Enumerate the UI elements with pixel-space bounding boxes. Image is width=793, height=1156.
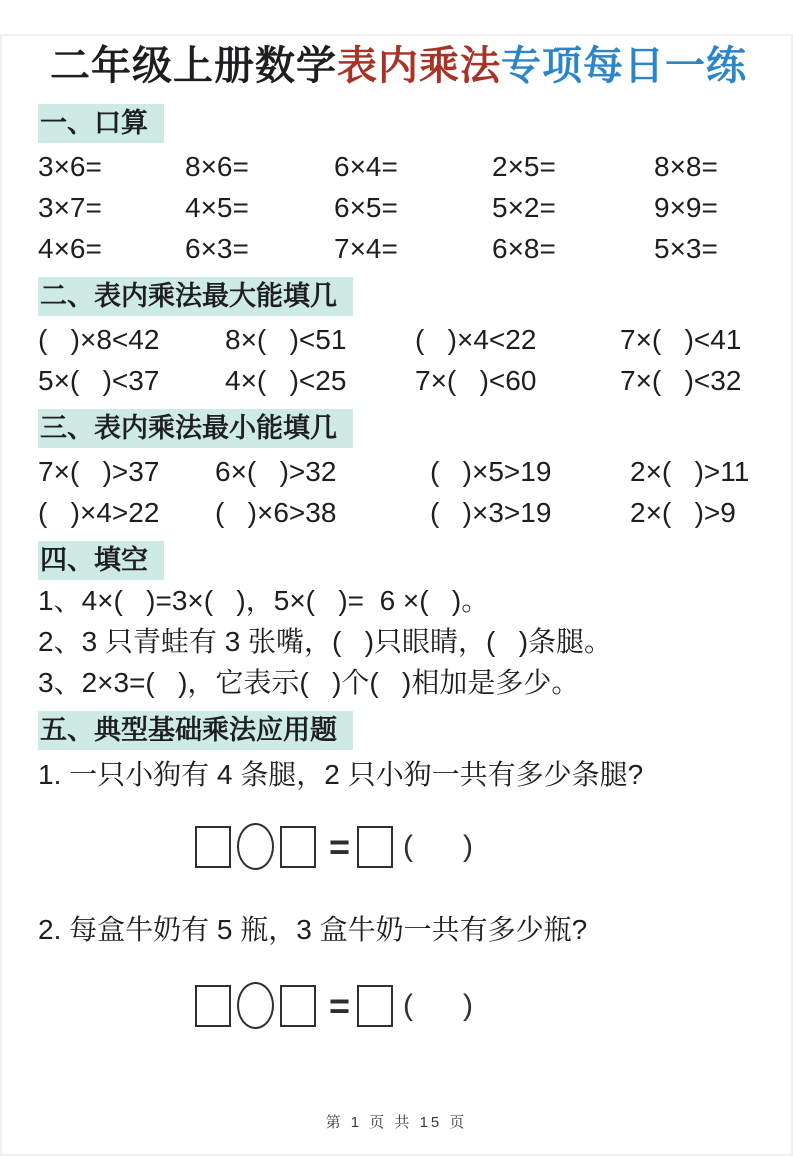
min-fill-problem: ( )×6>38 bbox=[215, 497, 337, 528]
section-4-fill-blanks bbox=[38, 580, 759, 703]
max-fill-problem: 7×( )<41 bbox=[620, 324, 742, 355]
section-1-heading: 一、口算 bbox=[38, 104, 164, 143]
max-fill-problem: ( )×4<22 bbox=[415, 324, 537, 355]
oral-problem: 2×5= bbox=[492, 151, 556, 182]
oral-problem: 3×7= bbox=[38, 192, 102, 223]
operator-circle bbox=[237, 982, 274, 1029]
min-fill-problem: 2×( )>9 bbox=[630, 497, 736, 528]
section-4-heading: 四、填空 bbox=[38, 541, 164, 580]
word-problem-1: 1. 一只小狗有 4 条腿，2 只小狗一共有多少条腿? bbox=[38, 759, 644, 790]
max-fill-problem: ( )×8<42 bbox=[38, 324, 160, 355]
section-3-heading: 三、表内乘法最小能填几 bbox=[38, 409, 353, 448]
operator-circle bbox=[237, 823, 274, 870]
oral-problem: 5×2= bbox=[492, 192, 556, 223]
section-2-heading: 二、表内乘法最大能填几 bbox=[38, 277, 353, 316]
fill-blank-line: 2、3 只青蛙有 3 张嘴，( )只眼睛，( )条腿。 bbox=[38, 626, 613, 657]
max-fill-problem: 7×( )<60 bbox=[415, 365, 537, 396]
fill-blank-line: 1、4×( )=3×( )，5×( )= 6 ×( )。 bbox=[38, 585, 490, 616]
answer-square-box bbox=[280, 826, 316, 868]
answer-square-box bbox=[195, 826, 231, 868]
min-fill-problem: 2×( )>11 bbox=[630, 456, 750, 487]
answer-square-box bbox=[357, 826, 393, 868]
worksheet-page bbox=[0, 34, 793, 1029]
oral-problem: 3×6= bbox=[38, 151, 102, 182]
oral-problem: 6×5= bbox=[334, 192, 398, 223]
section-3-problem-grid bbox=[38, 451, 759, 533]
answer-square-box bbox=[357, 985, 393, 1027]
max-fill-problem: 8×( )<51 bbox=[225, 324, 347, 355]
oral-problem: 7×4= bbox=[334, 233, 398, 264]
oral-problem: 4×5= bbox=[185, 192, 249, 223]
min-fill-problem: 7×( )>37 bbox=[38, 456, 160, 487]
oral-problem: 8×8= bbox=[654, 151, 718, 182]
oral-problem: 5×3= bbox=[654, 233, 718, 264]
answer-equation-row-1 bbox=[195, 823, 759, 870]
unit-paren: ( ) bbox=[403, 988, 474, 1022]
page-title bbox=[38, 34, 759, 91]
word-problem-2: 2. 每盒牛奶有 5 瓶，3 盒牛奶一共有多少瓶? bbox=[38, 914, 588, 945]
max-fill-problem: 4×( )<25 bbox=[225, 365, 347, 396]
equals-sign: = bbox=[329, 825, 351, 867]
min-fill-problem: 6×( )>32 bbox=[215, 456, 337, 487]
oral-problem: 6×3= bbox=[185, 233, 249, 264]
section-2-problem-grid bbox=[38, 319, 759, 401]
page-title-red: 表内乘法 bbox=[337, 44, 501, 88]
max-fill-problem: 5×( )<37 bbox=[38, 365, 160, 396]
section-5-heading: 五、典型基础乘法应用题 bbox=[38, 711, 353, 750]
answer-equation-row-2 bbox=[195, 982, 759, 1029]
oral-problem: 4×6= bbox=[38, 233, 102, 264]
oral-problem: 9×9= bbox=[654, 192, 718, 223]
fill-blank-line: 3、2×3=( )，它表示( )个( )相加是多少。 bbox=[38, 667, 580, 698]
equals-sign: = bbox=[329, 984, 351, 1026]
section-1-problem-grid bbox=[38, 146, 759, 269]
oral-problem: 6×4= bbox=[334, 151, 398, 182]
oral-problem: 8×6= bbox=[185, 151, 249, 182]
page-number-footer: 第 1 页 共 15 页 bbox=[325, 1114, 468, 1131]
unit-paren: ( ) bbox=[403, 829, 474, 863]
answer-square-box bbox=[195, 985, 231, 1027]
page-title-black: 二年级上册数学 bbox=[50, 44, 337, 88]
min-fill-problem: ( )×5>19 bbox=[430, 456, 552, 487]
oral-problem: 6×8= bbox=[492, 233, 556, 264]
answer-square-box bbox=[280, 985, 316, 1027]
page-title-blue: 专项每日一练 bbox=[501, 44, 747, 88]
min-fill-problem: ( )×4>22 bbox=[38, 497, 160, 528]
max-fill-problem: 7×( )<32 bbox=[620, 365, 742, 396]
min-fill-problem: ( )×3>19 bbox=[430, 497, 552, 528]
